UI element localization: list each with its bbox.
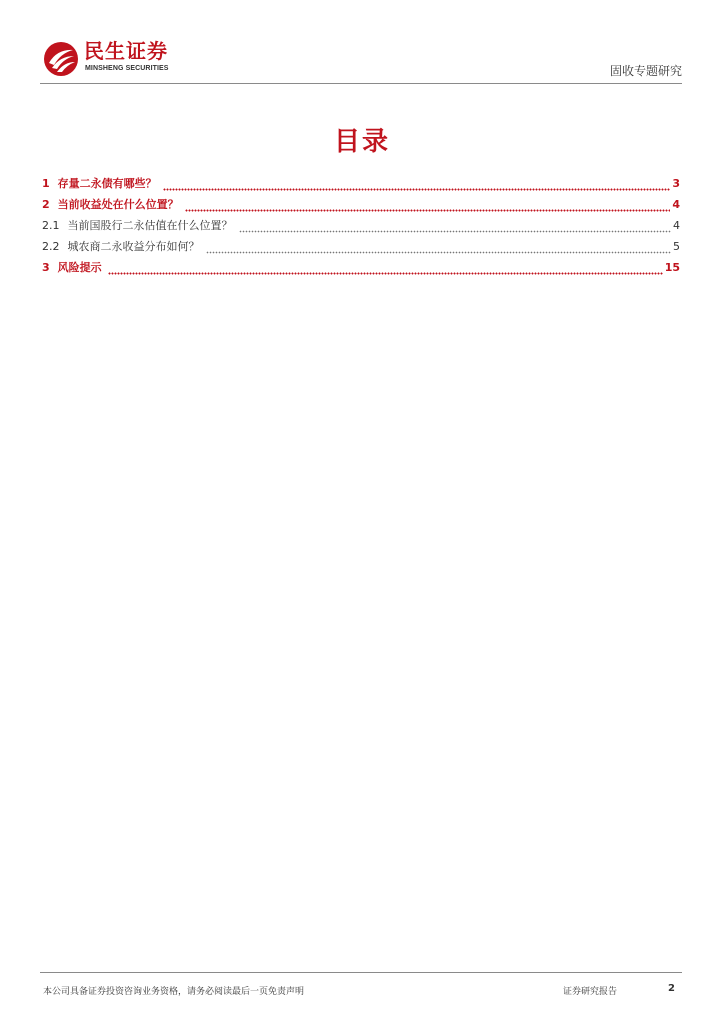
- logo-english-name: MINSHENG SECURITIES: [85, 65, 169, 72]
- toc-entry-page: 15: [664, 261, 680, 274]
- footer-divider: [40, 972, 682, 973]
- toc-title: 目录: [333, 127, 390, 157]
- toc-entry[interactable]: [42, 238, 680, 259]
- toc-dot-leader: [185, 209, 671, 212]
- toc-dot-leader: [239, 230, 672, 233]
- toc-entry-page: 3: [672, 177, 680, 190]
- toc-entry-number: 2: [42, 198, 50, 211]
- toc-entry[interactable]: [42, 196, 680, 217]
- toc-entry-number: 1: [42, 177, 50, 190]
- table-of-contents: [42, 175, 680, 280]
- toc-dot-leader: [206, 251, 672, 254]
- toc-entry-title: 城农商二永收益分布如何？: [67, 240, 200, 253]
- page-header: [40, 38, 682, 84]
- footer-disclaimer: 本公司具备证券投资咨询业务资格，请务必阅读最后一页免责声明: [43, 987, 305, 997]
- toc-entry-number: 2.2: [42, 240, 60, 253]
- document-type: 固收专题研究: [609, 64, 682, 78]
- toc-entry-title: 风险提示: [57, 261, 102, 274]
- toc-entry-page: 4: [672, 198, 680, 211]
- toc-entry-page: 4: [673, 219, 680, 232]
- page-number: 2: [668, 983, 675, 994]
- toc-dot-leader: [108, 272, 663, 275]
- toc-entry-number: 3: [42, 261, 50, 274]
- toc-entry[interactable]: [42, 175, 680, 196]
- logo-chinese-name: 民生证券: [84, 39, 168, 63]
- toc-entry-number: 2.1: [42, 219, 60, 232]
- minsheng-logo-icon: [43, 41, 79, 77]
- footer-report-type: 证券研究报告: [563, 987, 618, 997]
- toc-entry-title: 当前国股行二永估值在什么位置？: [67, 219, 233, 232]
- toc-entry-title: 当前收益处在什么位置？: [57, 198, 179, 211]
- toc-dot-leader: [163, 188, 671, 191]
- header-divider: [40, 83, 682, 84]
- toc-entry[interactable]: [42, 217, 680, 238]
- toc-entry-title: 存量二永债有哪些？: [57, 177, 157, 190]
- company-logo: [40, 38, 180, 78]
- toc-entry-page: 5: [673, 240, 680, 253]
- toc-entry[interactable]: [42, 259, 680, 280]
